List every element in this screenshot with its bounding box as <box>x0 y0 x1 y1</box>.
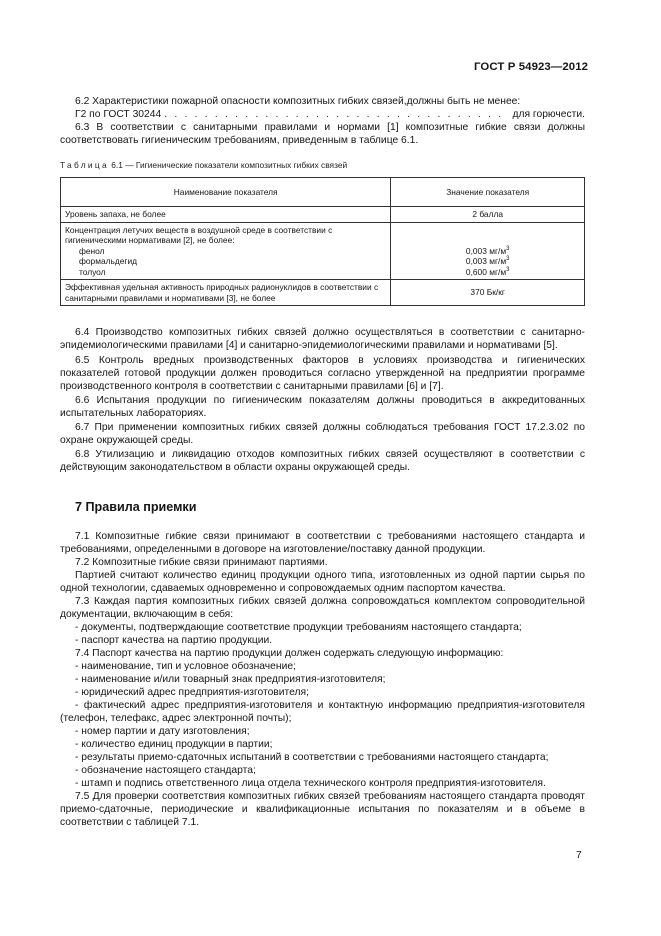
list-item: - результаты приемо-сдаточных испытаний в соответствии с требованиями настоящего стандарта; <box>75 752 549 763</box>
volatile-toluene: толуол <box>79 266 106 277</box>
list-item: - номер партии и дату изготовления; <box>75 726 250 737</box>
volatile-phenol: фенол <box>79 245 105 256</box>
header-indicator-name: Наименование показателя <box>61 178 391 207</box>
fire-class-label: Г2 по ГОСТ 30244 <box>75 109 162 120</box>
list-item: - количество единиц продукции в партии; <box>75 739 273 750</box>
page-number: 7 <box>576 850 582 861</box>
hygiene-table <box>60 177 585 306</box>
section-6-intro <box>60 95 585 147</box>
fire-class-tail: для горючести. <box>512 109 585 120</box>
paragraph-7-4: 7.4 Паспорт качества на партию продукции должен содержать следующую информацию: <box>75 648 504 659</box>
table-row <box>61 207 585 223</box>
value-phenol: 0,003 $мг/м^3$ <box>465 245 510 256</box>
paragraph-6-4: 6.4 Производство композитных гибких связей должно осуществляться в соответствии с санитарно-эпидемиологическими правилами [4] и санитарно-эпидемиологическими правилами и нормативами [5]. <box>60 327 585 351</box>
list-item: - паспорт качества на партию продукции. <box>75 635 273 646</box>
table-caption-prefix: Таблица <box>60 160 109 170</box>
table-row <box>61 280 585 306</box>
paragraph-6-8: 6.8 Утилизацию и ликвидацию отходов композитных гибких связей осуществляют в соответствии с действующим законодательством в области охраны окружающей среды. <box>60 449 585 473</box>
volatiles-name: Концентрация летучих веществ в воздушной среде в соответствии с гигиеническими нормативами [2], не более: <box>65 224 333 245</box>
paragraph-7-2: 7.2 Композитные гибкие связи принимают партиями. <box>75 557 328 568</box>
cell-odor-name: Уровень запаха, не более <box>61 207 391 223</box>
dot-leader <box>164 108 509 121</box>
table-row <box>61 222 585 280</box>
list-item: - юридический адрес предприятия-изготовителя; <box>75 687 309 698</box>
table-caption-text: 6.1 — Гигиенические показатели композитных гибких связей <box>111 160 348 170</box>
cell-volatiles <box>61 222 391 280</box>
fire-class-line <box>60 108 585 121</box>
paragraph-7-2-lot: Партией считают количество единиц продукции одного типа, изготовленных из одной партии сырья по одной технологии, сдаваемых одновременно и сопровождаемых одним паспортом качества. <box>60 570 585 594</box>
table-header-row <box>61 178 585 207</box>
table-caption <box>60 160 347 170</box>
paragraph-7-5: 7.5 Для проверки соответствия композитных гибких связей требованиям настоящего стандарта проводят приемо-сдаточные, периодические и квалификационные испытания по показателям и в объеме в соответствии с таблицей 7.1. <box>60 791 585 828</box>
volatile-formaldehyde: формальдегид <box>79 256 138 266</box>
paragraph-6-7: 6.7 При применении композитных гибких связей должны соблюдаться требования ГОСТ 17.2.3.02 по охране окружающей среды. <box>60 422 585 446</box>
paragraph-7-1: 7.1 Композитные гибкие связи принимают в соответствии с требованиями настоящего стандарта и требованиями, определенными в договоре на изготовление/поставку данной продукции. <box>60 531 585 555</box>
cell-odor-value: 2 балла <box>391 207 585 223</box>
value-formaldehyde: 0,003 $мг/м^3$ <box>465 256 510 266</box>
paragraph-6-3: 6.3 В соответствии с санитарными правилами и нормами [1] композитные гибкие связи должны соответствовать гигиеническим требованиям, приведенным в таблице 6.1. <box>60 122 585 146</box>
list-item: - документы, подтверждающие соответствие продукции требованиям настоящего стандарта; <box>75 622 522 633</box>
list-item: - фактический адрес предприятия-изготовителя и контактную информацию предприятия-изготовителя (телефон, телефакс, адрес электронной почты); <box>60 700 585 724</box>
cell-radionuclide-value: 370 Бк/кг <box>391 280 585 306</box>
section-6-rest <box>60 326 585 474</box>
value-toluene: 0,600 $мг/м^3$ <box>465 266 510 277</box>
list-item: - штамп и подпись ответственного лица отдела технического контроля предприятия-изготовителя. <box>75 778 546 789</box>
list-item: - обозначение настоящего стандарта; <box>75 765 256 776</box>
paragraph-6-6: 6.6 Испытания продукции по гигиеническим показателям должны проводиться в аккредитованных испытательных лабораториях. <box>60 395 585 419</box>
paragraph-6-5: 6.5 Контроль вредных производственных факторов в условиях производства и гигиенических показателей готовой продукции должен проводиться согласно утвержденной на предприятии программе производственного контроля в соответствии с санитарными правилами [6] и [7]. <box>60 355 585 392</box>
paragraph-6-2: 6.2 Характеристики пожарной опасности композитных гибких связей,должны быть не менее: <box>75 96 521 107</box>
section-7-heading: 7 Правила приемки <box>75 500 197 514</box>
section-7-body <box>60 530 585 829</box>
cell-volatiles-values <box>391 222 585 280</box>
cell-radionuclide-name: Эффективная удельная активность природных радионуклидов в соответствии с санитарными правилами и нормативами [3], не более <box>61 280 391 306</box>
header-indicator-value: Значение показателя <box>391 178 585 207</box>
list-item: - наименование и/или товарный знак предприятия-изготовителя; <box>75 674 386 685</box>
list-item: - наименование, тип и условное обозначение; <box>75 661 296 672</box>
paragraph-7-3: 7.3 Каждая партия композитных гибких связей должна сопровождаться комплектом сопроводительной документации, включающим в себя: <box>60 596 585 620</box>
document-code-header: ГОСТ Р 54923—2012 <box>474 61 589 73</box>
